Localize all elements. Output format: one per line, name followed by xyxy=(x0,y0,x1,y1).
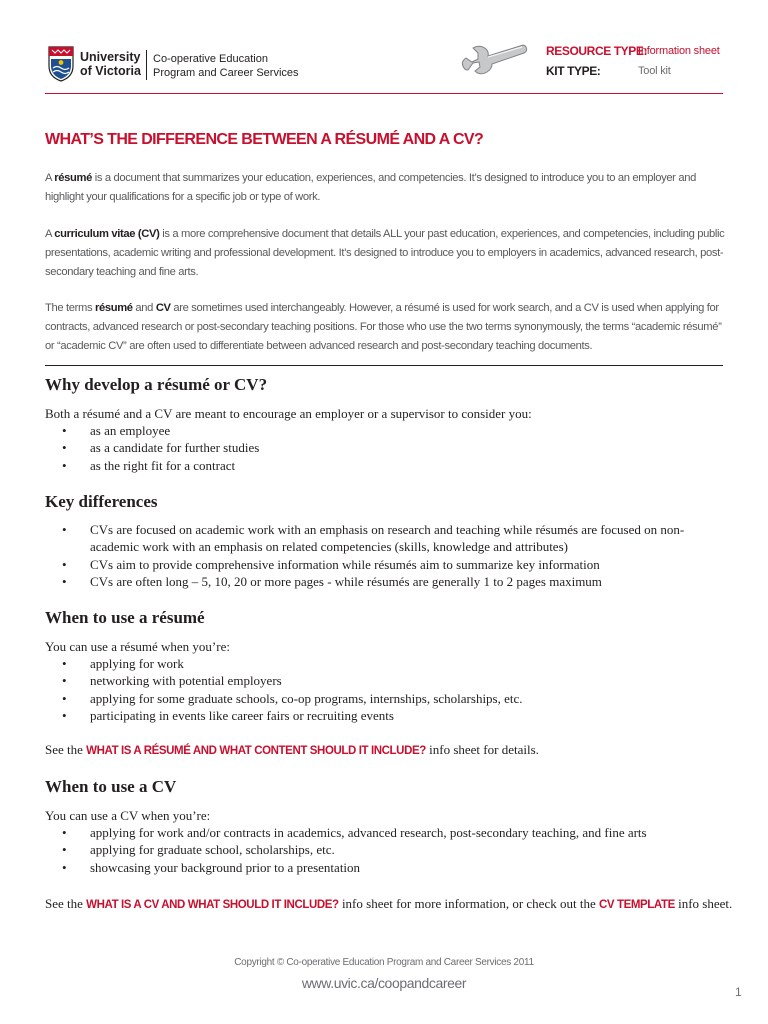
list-item: • as a candidate for further studies xyxy=(62,439,259,456)
kit-type-value: Tool kit xyxy=(638,65,671,77)
list-item: • as an employee xyxy=(62,422,259,439)
resume-see-prefix: See the xyxy=(45,742,87,757)
cv-template-link[interactable]: CV TEMPLATE xyxy=(598,899,675,911)
why-list xyxy=(62,422,259,474)
intro-p1-prefix: A xyxy=(45,172,55,184)
why-lead-text: Both a résumé and a CV are meant to encourage an employer or a supervisor to consider you: xyxy=(45,406,532,421)
intro-p3-term2: CV xyxy=(155,302,171,314)
section-heading-when-resume: When to use a résumé xyxy=(45,608,205,627)
department-name-line1: Co-operative Education xyxy=(153,53,268,65)
resume-lead-text: You can use a résumé when you’re: xyxy=(45,639,230,654)
kit-type-label: KIT TYPE: xyxy=(546,64,601,78)
copyright-notice: Copyright © Co-operative Education Program and Career Services 2011 xyxy=(234,957,534,968)
intro-p1-text: is a document that summarizes your education, experiences, and competencies. It’s designed to introduce you to an employer and highlight your qualifications for a specific job or type of work. xyxy=(45,172,696,203)
university-name-line2: of Victoria xyxy=(80,64,141,78)
list-item: • applying for some graduate schools, co-op programs, internships, scholarships, etc. xyxy=(62,690,523,707)
intro-paragraph-terms xyxy=(45,299,725,356)
university-name xyxy=(80,50,141,78)
intro-paragraph-resume xyxy=(45,169,725,207)
resume-uses-list xyxy=(62,655,523,725)
resume-info-sheet-link[interactable]: WHAT IS A RÉSUMÉ AND WHAT CONTENT SHOULD IT INCLUDE? xyxy=(86,745,426,757)
intro-p3-text: are sometimes used interchangeably. However, a résumé is used for work search, and a CV is used when applying for contracts, advanced research or post-secondary teaching positions. For those who use the two terms synonymously, the terms “academic résumé” or “academic CV” are often used to differentiate between advanced research and post-secondary teaching documents. xyxy=(45,302,722,352)
cv-see-also xyxy=(45,895,732,914)
page-number: 1 xyxy=(735,985,742,999)
list-item: • applying for work and/or contracts in academics, advanced research, post-secondary teaching, and fine arts xyxy=(62,824,722,841)
intro-p3-and: and xyxy=(132,302,156,314)
resource-type-value: Information sheet xyxy=(638,45,720,57)
cv-see-suffix: info sheet. xyxy=(674,896,733,911)
section-heading-key-differences: Key differences xyxy=(45,492,158,511)
list-item: • CVs aim to provide comprehensive information while résumés aim to summarize key information xyxy=(62,556,722,573)
cv-see-prefix: See the xyxy=(45,896,87,911)
logo-divider xyxy=(146,50,147,80)
section-divider xyxy=(45,365,723,366)
list-item: • applying for graduate school, scholarships, etc. xyxy=(62,841,722,858)
list-item: • showcasing your background prior to a presentation xyxy=(62,859,722,876)
university-name-line1: University xyxy=(80,50,141,64)
list-item: • CVs are often long – 5, 10, 20 or more pages - while résumés are generally 1 to 2 pages maximum xyxy=(62,573,722,590)
intro-p3-term1: résumé xyxy=(94,302,133,314)
cv-see-middle: info sheet for more information, or check out the xyxy=(338,896,599,911)
page-title: WHAT’S THE DIFFERENCE BETWEEN A RÉSUMÉ AND A CV? xyxy=(45,131,484,148)
list-item: • applying for work xyxy=(62,655,523,672)
list-item: • networking with potential employers xyxy=(62,672,523,689)
section-heading-when-cv: When to use a CV xyxy=(45,777,177,796)
website-link[interactable]: www.uvic.ca/coopandcareer xyxy=(301,975,467,991)
cv-info-sheet-link[interactable]: WHAT IS A CV AND WHAT SHOULD IT INCLUDE? xyxy=(86,899,339,911)
header-divider xyxy=(45,93,723,94)
intro-p1-term: résumé xyxy=(54,172,92,184)
wrench-icon xyxy=(458,32,538,84)
cv-lead-text: You can use a CV when you’re: xyxy=(45,808,211,823)
resource-type-label: RESOURCE TYPE: xyxy=(546,44,648,58)
university-crest-logo xyxy=(48,46,74,82)
cv-uses-list xyxy=(62,824,722,876)
department-name xyxy=(153,53,299,80)
intro-p3-prefix: The terms xyxy=(45,302,95,314)
list-item: • CVs are focused on academic work with an emphasis on research and teaching while résumés are focused on non-academic work with an emphasis on related competencies (skills, knowledge and attributes) xyxy=(62,521,722,556)
list-item: • participating in events like career fairs or recruiting events xyxy=(62,707,523,724)
resume-see-also xyxy=(45,741,539,760)
department-name-line2: Program and Career Services xyxy=(153,66,299,79)
key-differences-list xyxy=(62,521,722,591)
intro-p2-term: curriculum vitae (CV) xyxy=(54,228,160,240)
resume-see-suffix: info sheet for details. xyxy=(425,742,539,757)
intro-p2-prefix: A xyxy=(45,228,55,240)
intro-p2-text: is a more comprehensive document that details ALL your past education, experiences, and competencies, including public presentations, academic writing and professional development. It’s designed to introduce you to employers in academics, advanced research, post-secondary teaching and fine arts. xyxy=(45,228,725,278)
intro-paragraph-cv xyxy=(45,225,725,282)
list-item: • as the right fit for a contract xyxy=(62,457,259,474)
section-heading-why: Why develop a résumé or CV? xyxy=(45,375,268,394)
